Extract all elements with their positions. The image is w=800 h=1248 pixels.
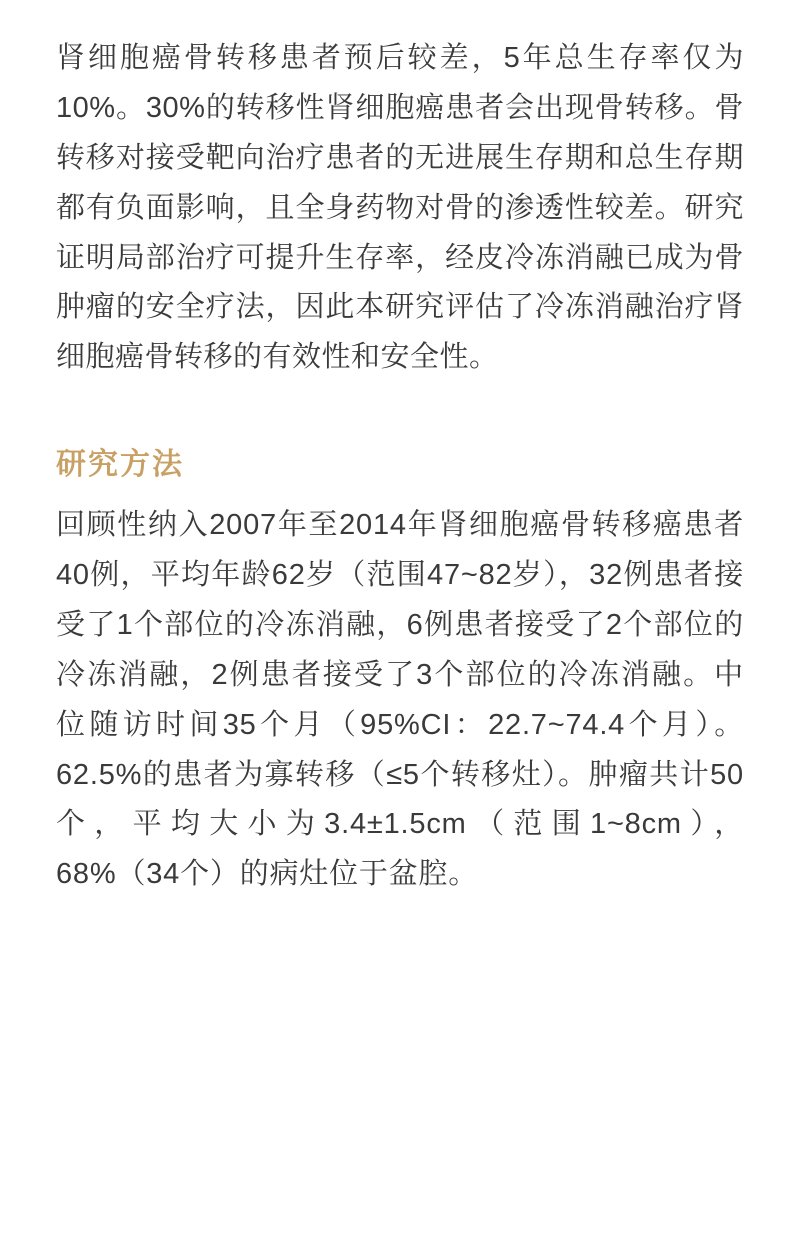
background-paragraph: 肾细胞癌骨转移患者预后较差，5年总生存率仅为10%。30%的转移性肾细胞癌患者会出现骨转移。骨转移对接受靶向治疗患者的无进展生存期和总生存期都有负面影响，且全身药物对骨的渗透性较差。研究证明局部治疗可提升生存率，经皮冷冻消融已成为骨肿瘤的安全疗法，因此本研究评估了冷冻消融治疗肾细胞癌骨转移的有效性和安全性。 — [56, 42, 744, 374]
methods-paragraph: 回顾性纳入2007年至2014年肾细胞癌骨转移癌患者40例，平均年龄62岁（范围47~82岁），32例患者接受了1个部位的冷冻消融，6例患者接受了2个部位的冷冻消融，2例患者接受了3个部位的冷冻消融。中位随访时间35个月（95%CI：22.7~74.4个月）。62.5%的患者为寡转移（≤5个转移灶）。肿瘤共计50个，平均大小为3.4±1.5cm（范围1~8cm），68%（34个）的病灶位于盆腔。 — [56, 509, 744, 891]
methods-section-heading: 研究方法 — [56, 448, 184, 482]
